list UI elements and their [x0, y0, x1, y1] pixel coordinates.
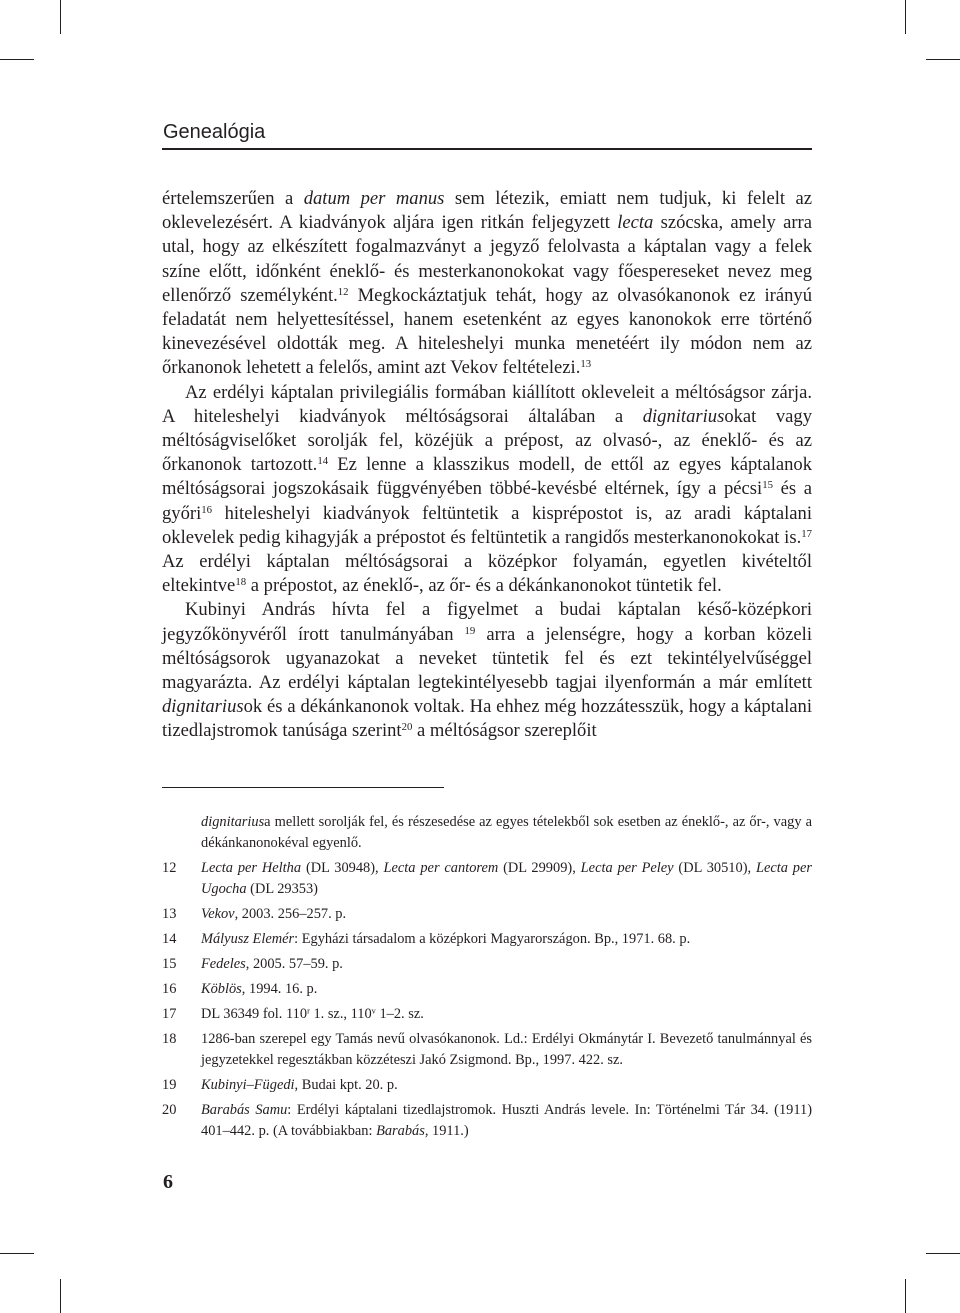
footnote-number: 17: [162, 1006, 177, 1022]
footnote-number: 14: [162, 931, 177, 947]
footnote: 20 Barabás Samu: Erdélyi káptalani tizedlajstromok. Huszti András levele. In: Történelmi Tár 34. (1911) 401–442. p. (A továbbiakban: Barabás, 1911.): [162, 1102, 812, 1139]
footnote: 15 Fedeles, 2005. 57–59. p.: [162, 954, 812, 975]
crop-mark: [905, 1279, 906, 1313]
crop-mark: [926, 59, 960, 60]
footnote: 14 Mályusz Elemér: Egyházi társadalom a középkori Magyarországon. Bp., 1971. 68. p.: [162, 929, 812, 950]
crop-mark: [0, 59, 34, 60]
footnote-number: 16: [162, 981, 177, 997]
crop-mark: [60, 1279, 61, 1313]
footnote: 12 Lecta per Heltha (DL 30948), Lecta per cantorem (DL 29909), Lecta per Peley (DL 30510), Lecta per Ugocha (DL 29353): [162, 860, 812, 897]
footnote: 17 DL 36349 fol. 110$^r$ 1. sz., 110$^v$ 1–2. sz.: [162, 1004, 812, 1025]
footnote: 16 Köblös, 1994. 16. p.: [162, 979, 812, 1000]
crop-mark: [0, 1253, 34, 1254]
page-number: 6: [163, 1171, 173, 1193]
footnote-ref: 15: [762, 479, 773, 492]
paragraph: értelemszerűen a datum per manus sem létezik, emiatt nem tudjuk, ki felelt az oklevelezésért. A kiadványok aljára igen ritkán feljegyzett lecta szócska, amely arra utal, hogy az elkészített fogalmazványt a jegyző felolvasta a káptalan vagy a felek színe előtt, időnként éneklő- és mesterkanonokokat vagy főespereseket nevez meg ellenőrző személyként.$^{12}$ Megkockáztatjuk tehát, hogy az olvasókanonok ez irányú feladatát nem helyettesítéssel, hanem esetenként az egyes kanonokok erre történő kinevezésével oldották meg. A hiteleshelyi munka menetéért ily módon nem az őrkanonok lehetett a felelős, amint azt Vekov feltételezi.$^{13}$: [162, 188, 812, 379]
footnote-ref: 13: [580, 358, 592, 371]
crop-mark: [905, 0, 906, 34]
footnote-separator: [162, 787, 444, 788]
footnote-number: 12: [162, 860, 177, 876]
footnote-ref: 17: [801, 527, 812, 540]
crop-mark: [60, 0, 61, 34]
footnote-ref: 18: [235, 576, 247, 589]
footnote: 18 1286-ban szerepel egy Tamás nevű olvasókanonok. Ld.: Erdélyi Okmánytár I. Bevezető tanulmánnyal és jegyzetekkel regesztákban közzéteszi Jakó Zsigmond. Bp., 1997. 422. sz.: [162, 1031, 812, 1068]
footnotes: [162, 812, 812, 1146]
paragraph: Kubinyi András hívta fel a figyelmet a budai káptalan késő-középkori jegyzőkönyvéről írott tanulmányában $^{19}$ arra a jelenségre, hogy a korban közeli méltóságsorok ugyanazokat a neveket tüntetik fel és ezt tekintélyelvűséggel magyarázta. Az erdélyi káptalan legtekintélyesebb tagjai ilyenformán a már említett dignitariusok és a dékánkanonok voltak. Ha ehhez még hozzátesszük, hogy a káptalani tizedlajstromok tanúsága szerint$^{20}$ a méltóságsor szereplőit: [162, 599, 812, 742]
crop-mark: [926, 1253, 960, 1254]
footnote-number: 13: [162, 906, 177, 922]
footnote-ref: 20: [401, 721, 413, 734]
paragraph: Az erdélyi káptalan privilegiális formában kiállított okleveleit a méltóságsor zárja. A hiteleshelyi kiadványok méltóságsorai általában a dignitariusokat vagy méltóságviselőket sorolják fel, közéjük a prépost, az olvasó-, az éneklő- és az őrkanonok tartozott.$^{14}$ Ez lenne a klasszikus modell, de ettől az egyes káptalanok méltóságsorai jogszokásaik függvényében többé-kevésbé eltérnek, így a pécsi$^{15}$ és a győri$^{16}$ hiteleshelyi kiadványok feltüntetik a kisprépostot is, az aradi káptalani oklevelek pedig kihagyják a prépostot és feltüntetik a rangidős mesterkanonokokat is.$^{17}$ Az erdélyi káptalan méltóságsorai a középkor folyamán, egyetlen kivételtől eltekintve$^{18}$ a prépostot, az éneklő-, az őr- és a dékánkanonokot tüntetik fel.: [162, 381, 813, 597]
footnote-number: 15: [162, 956, 177, 972]
footnote: 19 Kubinyi–Fügedi, Budai kpt. 20. p.: [162, 1075, 812, 1096]
footnote-ref: 16: [201, 503, 213, 516]
footnote-continuation: dignitariusa mellett sorolják fel, és részesedése az egyes tételekből sok esetben az éneklő-, az őr-, vagy a dékánkanonokéval egyenlő.: [201, 814, 812, 851]
footnote-number: 18: [162, 1031, 177, 1047]
footnote-ref: 12: [337, 285, 349, 298]
running-header: Genealógia: [163, 121, 266, 143]
footnote-ref: 14: [317, 455, 329, 468]
footnote: 13 Vekov, 2003. 256–257. p.: [162, 904, 812, 925]
footnote-ref: 19: [464, 624, 476, 637]
footnote-number: 19: [162, 1077, 177, 1093]
header-rule: [162, 148, 812, 150]
footnote-number: 20: [162, 1102, 177, 1118]
body-text: [162, 187, 812, 744]
